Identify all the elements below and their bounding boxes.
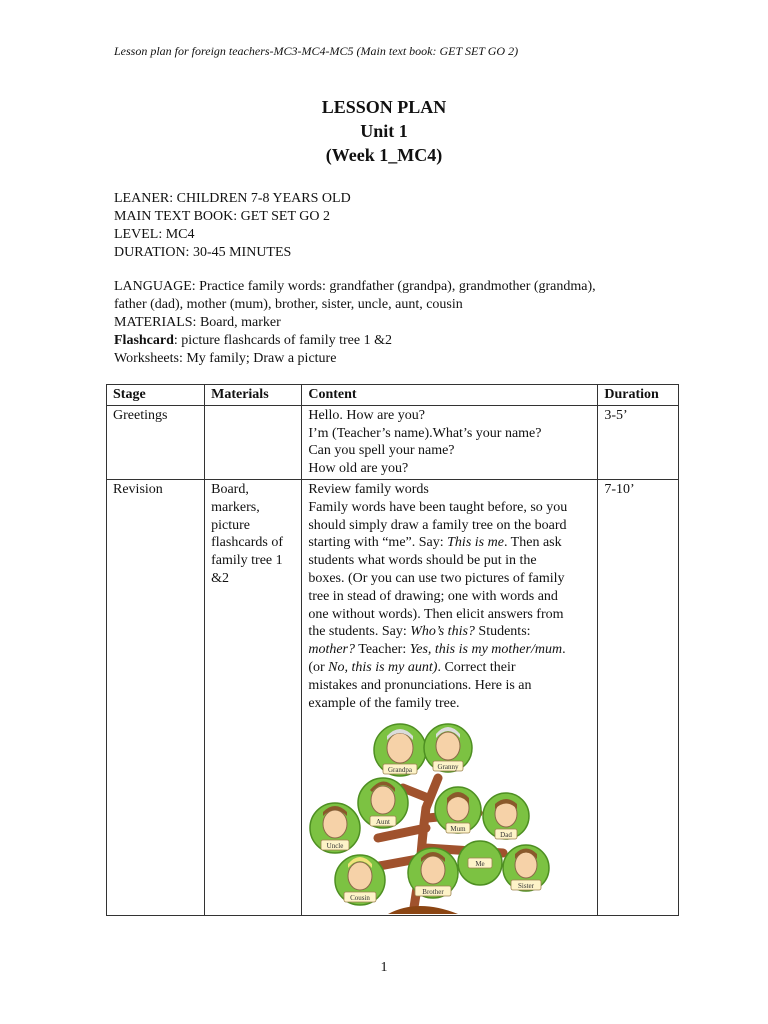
greetings-materials (205, 405, 302, 479)
language-line-2: father (dad), mother (mum), brother, sister, uncle, aunt, cousin (114, 297, 463, 312)
content-line: Review family words (308, 481, 429, 497)
page-header: Lesson plan for foreign teachers-MC3-MC4-MC5 (Main text book: GET SET GO 2) (114, 44, 519, 58)
level-line: LEVEL: MC4 (114, 227, 195, 242)
materials-line: picture (211, 517, 250, 533)
face-granny-icon (436, 732, 460, 760)
greetings-line: How old are you? (308, 461, 409, 477)
content-line (308, 623, 591, 641)
label-mum: Mum (450, 825, 466, 834)
header-content: Content (302, 385, 598, 406)
content-line: students what words should be put in the (308, 553, 537, 569)
label-granny: Granny (437, 763, 459, 772)
label-dad: Dad (500, 831, 513, 840)
content-line: one without words). Then elicit answers from (308, 606, 564, 622)
language-label: LANGUAGE (114, 279, 192, 294)
materials-line: flashcards of (211, 535, 284, 551)
content-italic: mother? (308, 642, 355, 658)
face-grandpa-icon (387, 733, 413, 763)
content-fragment: Students: (474, 624, 531, 640)
content-fragment: Teacher: (355, 642, 410, 658)
revision-stage: Revision (107, 479, 205, 915)
label-grandpa: Grandpa (388, 766, 413, 775)
table-header-row (107, 385, 679, 406)
flashcard-text: : picture flashcards of family tree 1 &2 (173, 333, 392, 348)
content-line (308, 641, 591, 659)
label-brother: Brother (422, 888, 445, 897)
label-aunt: Aunt (376, 818, 391, 827)
content-italic: This is me (447, 535, 504, 551)
content-line: mistakes and pronunciations. Here is an (308, 677, 532, 693)
content-fragment: . Then ask (503, 535, 562, 551)
content-fragment: starting with “me”. Say: (308, 535, 448, 551)
label-me: Me (475, 860, 485, 869)
content-italic: No, this is my aunt) (328, 659, 438, 675)
label-sister: Sister (518, 882, 535, 891)
header-materials: Materials (205, 385, 302, 406)
lesson-info (114, 190, 351, 262)
materials-line: &2 (211, 570, 229, 586)
table-row-revision (107, 479, 679, 915)
content-fragment: . (562, 642, 566, 658)
revision-content (302, 479, 598, 915)
content-line (308, 534, 591, 552)
table-row-greetings (107, 405, 679, 479)
family-tree-image (308, 718, 558, 914)
label-cousin: Cousin (350, 894, 371, 903)
face-cousin-icon (348, 862, 372, 890)
content-italic: Who’s this? (410, 624, 475, 640)
content-fragment: (or (308, 659, 329, 675)
greetings-duration: 3-5’ (598, 405, 679, 479)
textbook-line: MAIN TEXT BOOK: GET SET GO 2 (114, 209, 330, 224)
face-aunt-icon (371, 786, 395, 814)
content-fragment: the students. Say: (308, 624, 411, 640)
face-uncle-icon (323, 810, 347, 838)
revision-materials (205, 479, 302, 915)
content-line (308, 659, 591, 677)
flashcard-label: Flashcard (114, 333, 174, 348)
tree-roots-icon (388, 906, 458, 914)
week-title: (Week 1_MC4) (325, 145, 443, 165)
duration-line: DURATION: 30-45 MINUTES (114, 245, 292, 260)
greetings-stage: Greetings (107, 405, 205, 479)
language-line-1 (114, 278, 654, 296)
worksheets-line: Worksheets: My family; Draw a picture (114, 351, 337, 366)
materials-line: MATERIALS: Board, marker (114, 315, 281, 330)
learner-line: LEANER: CHILDREN 7-8 YEARS OLD (114, 191, 351, 206)
content-line: should simply draw a family tree on the board (308, 517, 567, 533)
lesson-details (114, 278, 654, 368)
materials-line: family tree 1 (211, 553, 283, 569)
unit-title: Unit 1 (360, 121, 408, 141)
lesson-table (106, 384, 679, 916)
family-tree-svg (308, 718, 558, 914)
greetings-line: Can you spell your name? (308, 443, 455, 459)
content-line: tree in stead of drawing; one with words and (308, 588, 558, 604)
title-block (0, 95, 768, 167)
greetings-line: I’m (Teacher’s name).What’s your name? (308, 425, 542, 441)
content-line: boxes. (Or you can use two pictures of family (308, 570, 565, 586)
flashcard-line (114, 332, 654, 350)
header-duration: Duration (598, 385, 679, 406)
face-sister-icon (515, 852, 537, 878)
page-number: 1 (380, 960, 388, 975)
content-line: Family words have been taught before, so you (308, 499, 568, 515)
language-text-1: : Practice family words: grandfather (grandpa), grandmother (grandma), (191, 279, 596, 294)
content-line: example of the family tree. (308, 695, 460, 711)
face-brother-icon (421, 856, 445, 884)
greetings-line: Hello. How are you? (308, 407, 425, 423)
header-stage: Stage (107, 385, 205, 406)
lesson-plan-title: LESSON PLAN (321, 97, 447, 117)
materials-line: markers, (211, 499, 260, 515)
label-uncle: Uncle (326, 842, 344, 851)
greetings-content (302, 405, 598, 479)
content-italic: Yes, this is my mother/mum (409, 642, 563, 658)
content-fragment: . Correct their (437, 659, 516, 675)
materials-line: Board, (211, 481, 249, 497)
revision-duration: 7-10’ (598, 479, 679, 915)
